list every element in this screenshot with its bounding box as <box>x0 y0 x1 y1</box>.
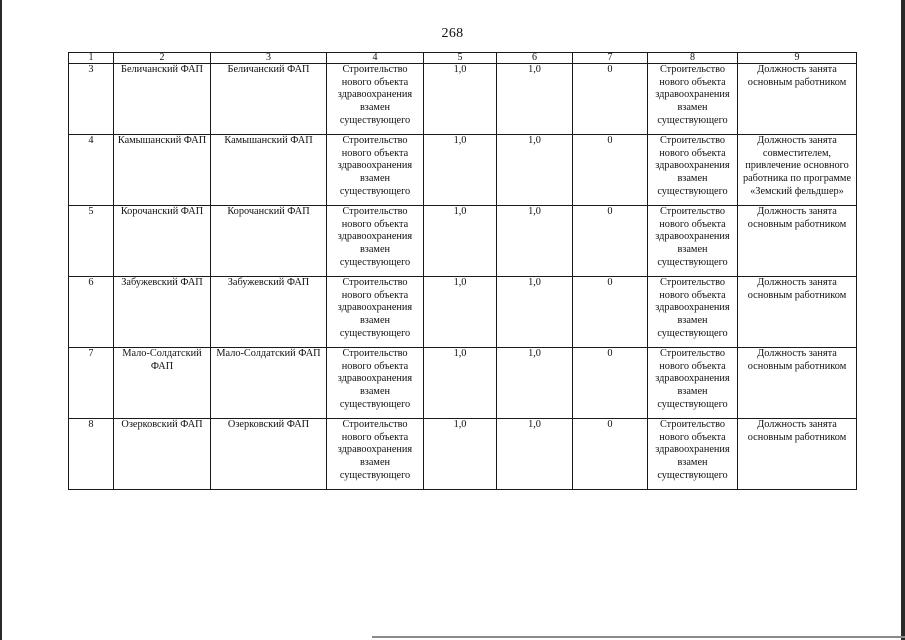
value-col-5: 1,0 <box>424 277 497 348</box>
value-col-7: 0 <box>573 135 648 206</box>
fap-name-2: Камышанский ФАП <box>211 135 327 206</box>
table-row <box>69 348 857 419</box>
planned-measure-2: Строительство нового объекта здравоохранения взамен существующего <box>648 419 738 490</box>
scan-border-bottom <box>372 636 905 638</box>
column-number-7: 7 <box>573 53 648 64</box>
column-number-5: 5 <box>424 53 497 64</box>
row-index: 5 <box>69 206 114 277</box>
fap-name-2: Озерковский ФАП <box>211 419 327 490</box>
table-row <box>69 64 857 135</box>
table-row <box>69 206 857 277</box>
fap-name-2: Забужевский ФАП <box>211 277 327 348</box>
staffing-status: Должность занята основным работником <box>738 277 857 348</box>
value-col-6: 1,0 <box>497 277 573 348</box>
scan-border-right <box>901 0 905 640</box>
row-index: 8 <box>69 419 114 490</box>
page-number: 268 <box>441 26 464 41</box>
column-number-3: 3 <box>211 53 327 64</box>
fap-name: Забужевский ФАП <box>114 277 211 348</box>
column-number-8: 8 <box>648 53 738 64</box>
value-col-5: 1,0 <box>424 419 497 490</box>
fap-table <box>68 52 857 490</box>
fap-name-2: Корочанский ФАП <box>211 206 327 277</box>
planned-measure-2: Строительство нового объекта здравоохранения взамен существующего <box>648 135 738 206</box>
staffing-status: Должность занята совместителем, привлечение основного работника по программе «Земский фельдшер» <box>738 135 857 206</box>
value-col-7: 0 <box>573 64 648 135</box>
fap-name: Беличанский ФАП <box>114 64 211 135</box>
value-col-7: 0 <box>573 206 648 277</box>
value-col-7: 0 <box>573 277 648 348</box>
column-number-4: 4 <box>327 53 424 64</box>
row-index: 3 <box>69 64 114 135</box>
value-col-6: 1,0 <box>497 135 573 206</box>
staffing-status: Должность занята основным работником <box>738 348 857 419</box>
value-col-5: 1,0 <box>424 135 497 206</box>
table-row <box>69 419 857 490</box>
planned-measure-2: Строительство нового объекта здравоохранения взамен существующего <box>648 206 738 277</box>
column-number-1: 1 <box>69 53 114 64</box>
value-col-6: 1,0 <box>497 206 573 277</box>
row-index: 6 <box>69 277 114 348</box>
value-col-5: 1,0 <box>424 64 497 135</box>
table-row <box>69 277 857 348</box>
column-number-2: 2 <box>114 53 211 64</box>
fap-name-2: Беличанский ФАП <box>211 64 327 135</box>
planned-measure: Строительство нового объекта здравоохранения взамен существующего <box>327 206 424 277</box>
row-index: 7 <box>69 348 114 419</box>
staffing-status: Должность занята основным работником <box>738 206 857 277</box>
value-col-7: 0 <box>573 348 648 419</box>
value-col-5: 1,0 <box>424 206 497 277</box>
staffing-status: Должность занята основным работником <box>738 419 857 490</box>
scan-border-left <box>0 0 2 640</box>
planned-measure-2: Строительство нового объекта здравоохранения взамен существующего <box>648 348 738 419</box>
fap-name: Мало-Солдатский ФАП <box>114 348 211 419</box>
value-col-6: 1,0 <box>497 348 573 419</box>
column-number-9: 9 <box>738 53 857 64</box>
fap-name: Озерковский ФАП <box>114 419 211 490</box>
row-index: 4 <box>69 135 114 206</box>
planned-measure: Строительство нового объекта здравоохранения взамен существующего <box>327 64 424 135</box>
fap-name: Камышанский ФАП <box>114 135 211 206</box>
planned-measure-2: Строительство нового объекта здравоохранения взамен существующего <box>648 64 738 135</box>
planned-measure: Строительство нового объекта здравоохранения взамен существующего <box>327 277 424 348</box>
value-col-6: 1,0 <box>497 64 573 135</box>
planned-measure-2: Строительство нового объекта здравоохранения взамен существующего <box>648 277 738 348</box>
planned-measure: Строительство нового объекта здравоохранения взамен существующего <box>327 348 424 419</box>
fap-name-2: Мало-Солдатский ФАП <box>211 348 327 419</box>
fap-name: Корочанский ФАП <box>114 206 211 277</box>
value-col-5: 1,0 <box>424 348 497 419</box>
value-col-6: 1,0 <box>497 419 573 490</box>
planned-measure: Строительство нового объекта здравоохранения взамен существующего <box>327 135 424 206</box>
staffing-status: Должность занята основным работником <box>738 64 857 135</box>
table-row <box>69 135 857 206</box>
column-number-6: 6 <box>497 53 573 64</box>
value-col-7: 0 <box>573 419 648 490</box>
table-header-row <box>69 53 857 64</box>
planned-measure: Строительство нового объекта здравоохранения взамен существующего <box>327 419 424 490</box>
